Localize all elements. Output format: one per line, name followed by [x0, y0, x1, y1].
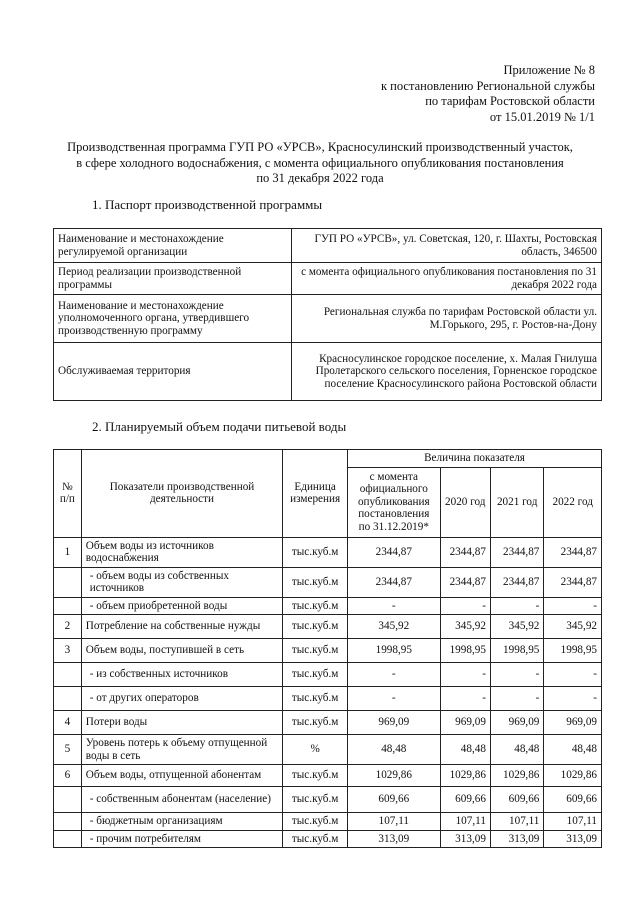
section-2-heading: 2. Планируемый объем подачи питьевой воды [92, 419, 347, 434]
row-value-3: 345,92 [490, 615, 543, 639]
row-indicator: - объем воды из собственных источников [81, 567, 283, 597]
row-value-3: 1029,86 [490, 765, 543, 787]
table-row [54, 615, 602, 639]
row-value-2: 2344,87 [440, 537, 490, 567]
row-value-3: - [490, 663, 543, 687]
title-line-3: по 31 декабря 2022 года [256, 171, 384, 185]
passport-table [53, 228, 602, 401]
table-row [54, 735, 602, 765]
passport-value: Региональная служба по тарифам Ростовской области ул. М.Горького, 295, г. Ростов-на-Дону [291, 295, 601, 343]
passport-label: Наименование и местонахождение уполномоченного органа, утвердившего производственную программу [54, 295, 292, 343]
row-value-3: - [490, 687, 543, 711]
row-value-2: - [440, 687, 490, 711]
row-value-1: 1998,95 [348, 639, 441, 663]
row-value-1: 2344,87 [348, 537, 441, 567]
title-line-2: в сфере холодного водоснабжения, с момента официального опубликования постановления [76, 155, 564, 170]
row-indicator: Объем воды, отпущенной абонентам [81, 765, 283, 787]
row-num [54, 687, 82, 711]
row-indicator: Объем воды, поступившей в сеть [81, 639, 283, 663]
row-num [54, 567, 82, 597]
row-value-1: 609,66 [348, 787, 441, 813]
passport-row [54, 263, 602, 295]
header-col-3: 2021 год [490, 467, 543, 537]
table-row [54, 567, 602, 597]
appendix-line-4: от 15.01.2019 № 1/1 [489, 109, 595, 124]
row-unit: тыс.куб.м [283, 567, 348, 597]
table-row [54, 813, 602, 831]
row-indicator: - из собственных источников [81, 663, 283, 687]
appendix-header [381, 63, 595, 125]
row-indicator: Потребление на собственные нужды [81, 615, 283, 639]
row-num [54, 663, 82, 687]
row-unit: тыс.куб.м [283, 687, 348, 711]
row-num: 1 [54, 537, 82, 567]
appendix-line-2: к постановлению Региональной службы [380, 78, 595, 93]
row-indicator: - объем приобретенной воды [81, 597, 283, 615]
row-value-4: 313,09 [544, 830, 602, 848]
row-unit: тыс.куб.м [283, 765, 348, 787]
row-num: 6 [54, 765, 82, 787]
row-value-2: 1998,95 [440, 639, 490, 663]
row-value-3: 2344,87 [490, 567, 543, 597]
table-row [54, 537, 602, 567]
document-title [40, 140, 600, 187]
row-indicator: Потери воды [81, 711, 283, 735]
table-row [54, 765, 602, 787]
row-value-4: 2344,87 [544, 567, 602, 597]
row-value-3: 313,09 [490, 830, 543, 848]
row-value-2: 609,66 [440, 787, 490, 813]
row-value-3: 609,66 [490, 787, 543, 813]
row-num [54, 813, 82, 831]
row-value-3: 1998,95 [490, 639, 543, 663]
row-value-3: 2344,87 [490, 537, 543, 567]
row-num: 3 [54, 639, 82, 663]
passport-label: Период реализации производственной программы [54, 263, 292, 295]
passport-label: Наименование и местонахождение регулируемой организации [54, 229, 292, 263]
header-col-2: 2020 год [440, 467, 490, 537]
row-indicator: Уровень потерь к объему отпущенной воды в сеть [81, 735, 283, 765]
passport-row [54, 295, 602, 343]
header-value-group: Величина показателя [348, 450, 602, 468]
title-line-1: Производственная программа ГУП РО «УРСВ», Красносулинский производственный участок, [67, 140, 573, 154]
header-unit: Единица измерения [283, 450, 348, 538]
row-indicator: - прочим потребителям [81, 830, 283, 848]
row-unit: тыс.куб.м [283, 663, 348, 687]
row-indicator: - бюджетным организациям [81, 813, 283, 831]
row-value-3: - [490, 597, 543, 615]
appendix-line-1: Приложение № 8 [503, 63, 595, 77]
volume-table-body [54, 537, 602, 848]
row-value-4: - [544, 597, 602, 615]
table-row [54, 687, 602, 711]
row-value-2: 969,09 [440, 711, 490, 735]
row-num: 5 [54, 735, 82, 765]
volume-table [53, 449, 602, 848]
row-value-3: 969,09 [490, 711, 543, 735]
row-value-1: 2344,87 [348, 567, 441, 597]
header-indicator: Показатели производственной деятельности [81, 450, 283, 538]
row-unit: тыс.куб.м [283, 711, 348, 735]
row-num [54, 830, 82, 848]
row-unit: тыс.куб.м [283, 787, 348, 813]
table-row [54, 639, 602, 663]
row-value-1: 1029,86 [348, 765, 441, 787]
row-value-3: 48,48 [490, 735, 543, 765]
row-unit: % [283, 735, 348, 765]
row-value-4: 107,11 [544, 813, 602, 831]
row-value-1: - [348, 687, 441, 711]
row-value-2: 107,11 [440, 813, 490, 831]
row-value-4: 969,09 [544, 711, 602, 735]
row-indicator: - от других операторов [81, 687, 283, 711]
row-value-2: 48,48 [440, 735, 490, 765]
passport-label: Обслуживаемая территория [54, 343, 292, 401]
row-value-1: 313,09 [348, 830, 441, 848]
row-value-1: 969,09 [348, 711, 441, 735]
row-num [54, 597, 82, 615]
row-unit: тыс.куб.м [283, 830, 348, 848]
row-value-2: - [440, 597, 490, 615]
table-row [54, 830, 602, 848]
section-1-heading: 1. Паспорт производственной программы [92, 197, 323, 212]
header-num: № п/п [54, 450, 82, 538]
row-unit: тыс.куб.м [283, 597, 348, 615]
row-unit: тыс.куб.м [283, 639, 348, 663]
row-value-1: - [348, 597, 441, 615]
volume-header-row [54, 450, 602, 468]
header-col-4: 2022 год [544, 467, 602, 537]
row-value-4: - [544, 687, 602, 711]
table-row [54, 711, 602, 735]
row-value-2: 2344,87 [440, 567, 490, 597]
appendix-line-3: по тарифам Ростовской области [425, 94, 595, 108]
row-unit: тыс.куб.м [283, 615, 348, 639]
row-unit: тыс.куб.м [283, 537, 348, 567]
row-indicator: - собственным абонентам (население) [81, 787, 283, 813]
header-col-1: с момента официального опубликования постановления по 31.12.2019* [348, 467, 441, 537]
row-value-1: - [348, 663, 441, 687]
row-value-2: 1029,86 [440, 765, 490, 787]
row-value-3: 107,11 [490, 813, 543, 831]
passport-value: Красносулинское городское поселение, х. Малая Гнилуша Пролетарского сельского поселения, Горненское городское поселение Красносулинского района Ростовской области [291, 343, 601, 401]
row-value-4: 48,48 [544, 735, 602, 765]
passport-value: с момента официального опубликования постановления по 31 декабря 2022 года [291, 263, 601, 295]
table-row [54, 663, 602, 687]
row-value-4: - [544, 663, 602, 687]
row-num [54, 787, 82, 813]
row-value-4: 1029,86 [544, 765, 602, 787]
row-unit: тыс.куб.м [283, 813, 348, 831]
row-indicator: Объем воды из источников водоснабжения [81, 537, 283, 567]
passport-value: ГУП РО «УРСВ», ул. Советская, 120, г. Шахты, Ростовская область, 346500 [291, 229, 601, 263]
row-value-1: 345,92 [348, 615, 441, 639]
row-value-4: 1998,95 [544, 639, 602, 663]
row-value-4: 609,66 [544, 787, 602, 813]
row-value-2: 345,92 [440, 615, 490, 639]
row-num: 4 [54, 711, 82, 735]
passport-row [54, 229, 602, 263]
row-value-4: 2344,87 [544, 537, 602, 567]
row-value-2: - [440, 663, 490, 687]
row-value-2: 313,09 [440, 830, 490, 848]
passport-row [54, 343, 602, 401]
row-num: 2 [54, 615, 82, 639]
table-row [54, 597, 602, 615]
row-value-1: 48,48 [348, 735, 441, 765]
row-value-4: 345,92 [544, 615, 602, 639]
table-row [54, 787, 602, 813]
row-value-1: 107,11 [348, 813, 441, 831]
